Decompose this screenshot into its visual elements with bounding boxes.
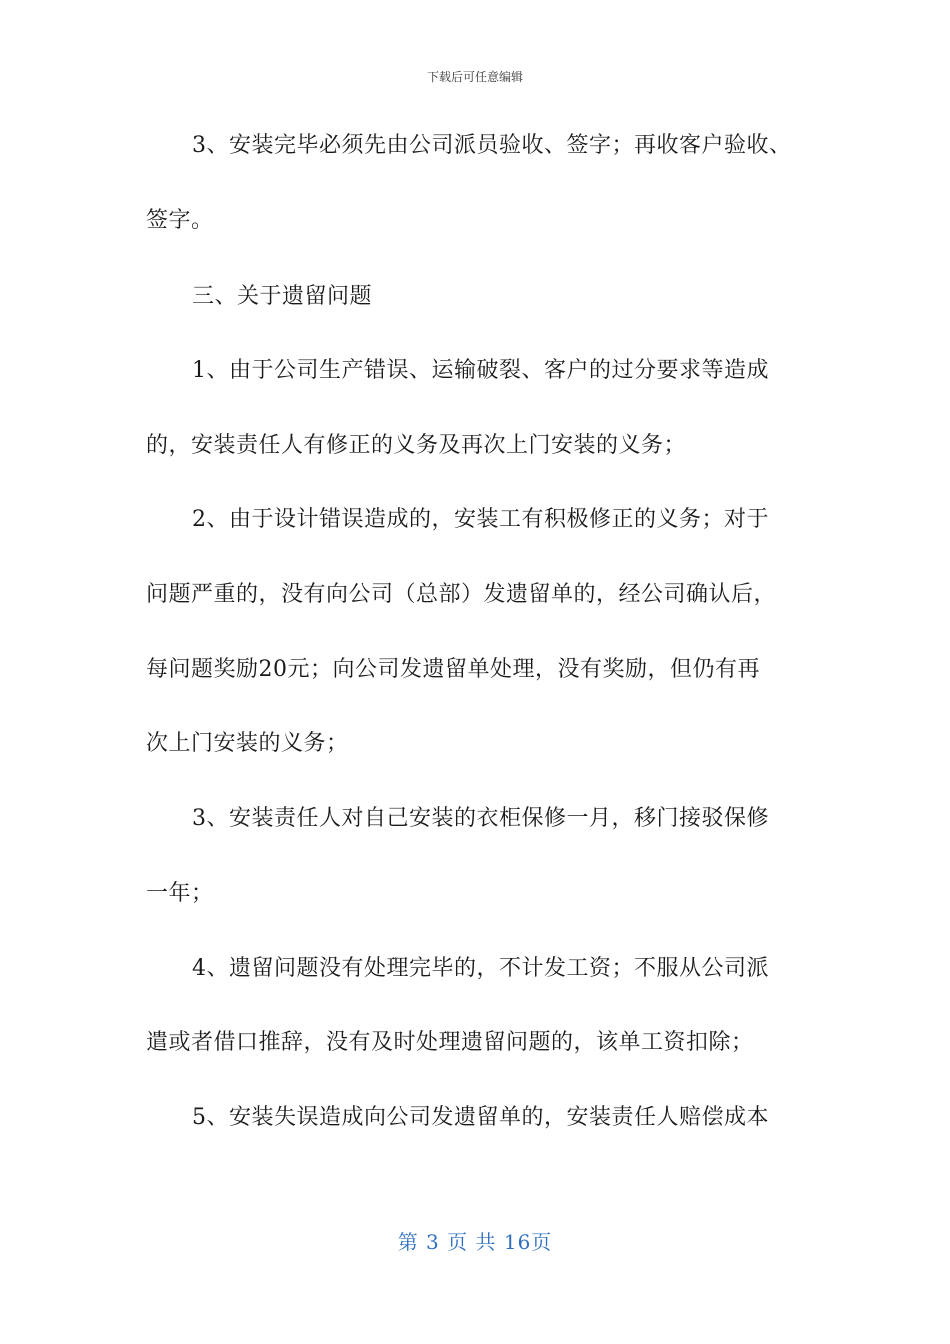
text-line: 每问题奖励20元；向公司发遗留单处理，没有奖励，但仍有再 xyxy=(146,657,760,682)
text-line: 2、由于设计错误造成的，安装工有积极修正的义务；对于 xyxy=(192,507,769,532)
text-line: 1、由于公司生产错误、运输破裂、客户的过分要求等造成 xyxy=(192,358,769,383)
text-line: 签字。 xyxy=(146,208,214,233)
text-line: 一年； xyxy=(146,881,214,906)
text-line: 5、安装失误造成向公司发遗留单的，安装责任人赔偿成本 xyxy=(192,1105,769,1130)
text-line: 的，安装责任人有修正的义务及再次上门安装的义务； xyxy=(146,433,687,458)
text-line: 3、安装完毕必须先由公司派员验收、签字；再收客户验收、 xyxy=(192,133,792,158)
text-line: 4、遗留问题没有处理完毕的，不计发工资；不服从公司派 xyxy=(192,956,769,981)
text-line: 遣或者借口推辞，没有及时处理遗留问题的，该单工资扣除； xyxy=(146,1030,754,1055)
text-line: 问题严重的，没有向公司（总部）发遗留单的，经公司确认后， xyxy=(146,582,777,607)
section-heading: 三、关于遗留问题 xyxy=(192,284,373,309)
text-line: 次上门安装的义务； xyxy=(146,731,349,756)
page-header-note: 下载后可任意编辑 xyxy=(426,70,523,84)
page-number-footer: 第 3 页 共 16页 xyxy=(397,1230,553,1254)
text-line: 3、安装责任人对自己安装的衣柜保修一月，移门接驳保修 xyxy=(192,806,769,831)
